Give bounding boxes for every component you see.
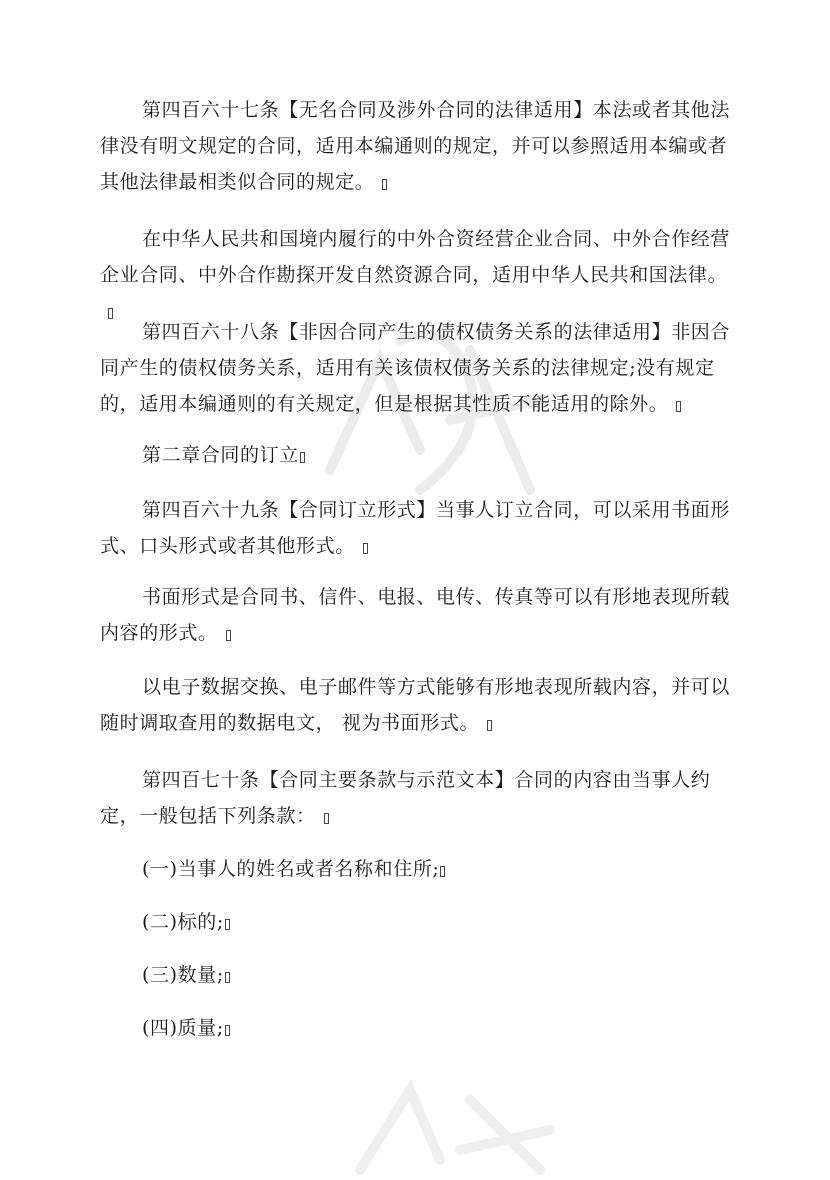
paragraph-article-469: 第四百六十九条【合同订立形式】当事人订立合同，可以采用书面形式、口头形式或者其他形式。 (100, 499, 731, 557)
list-item-quality: (四)质量; (100, 1010, 740, 1046)
paragraph-electronic-data: 以电子数据交换、电子邮件等方式能够有形地表现所载内容，并可以随时调取查用的数据电文， 视为书面形式。 (100, 676, 731, 734)
list-item-parties: (一)当事人的姓名或者名称和住所; (100, 851, 740, 887)
paragraph-mark-icon (487, 720, 492, 731)
paragraph-mark-icon (676, 401, 681, 412)
paragraph-foreign-contracts: 在中华人民共和国境内履行的中外合资经营企业合同、中外合作经营企业合同、中外合作勘探开发自然资源合同，适用中华人民共和国法律。 (100, 221, 740, 329)
paragraph-mark-icon (226, 630, 231, 641)
paragraph-mark-icon (225, 972, 230, 983)
paragraph-mark-icon (363, 543, 368, 554)
paragraph-written-form: 书面形式是合同书、信件、电报、电传、传真等可以有形地表现所载内容的形式。 (100, 586, 731, 644)
paragraph-mark-icon (382, 179, 387, 190)
list-item-quantity: (三)数量; (100, 957, 740, 993)
paragraph-article-468: 第四百六十八条【非因合同产生的债权债务关系的法律适用】非因合同产生的债权债务关系，适用有关该债权债务关系的法律规定;没有规定的，适用本编通则的有关规定，但是根据其性质不能适用的除外。 (100, 321, 731, 415)
paragraph-mark-icon (300, 452, 305, 463)
paragraph-mark-icon (324, 813, 329, 824)
chapter-heading: 第二章合同的订立 (100, 437, 740, 473)
watermark-logo-bottom (320, 1070, 580, 1180)
list-item-subject: (二)标的; (100, 904, 740, 940)
paragraph-mark-icon (225, 919, 230, 930)
paragraph-article-470: 第四百七十条【合同主要条款与示范文本】合同的内容由当事人约定，一般包括下列条款： (100, 769, 711, 827)
paragraph-article-467: 第四百六十七条【无名合同及涉外合同的法律适用】本法或者其他法律没有明文规定的合同，适用本编通则的规定，并可以参照适用本编或者其他法律最相类似合同的规定。 (100, 99, 731, 193)
paragraph-mark-icon (440, 866, 445, 877)
paragraph-mark-icon (225, 1025, 230, 1036)
